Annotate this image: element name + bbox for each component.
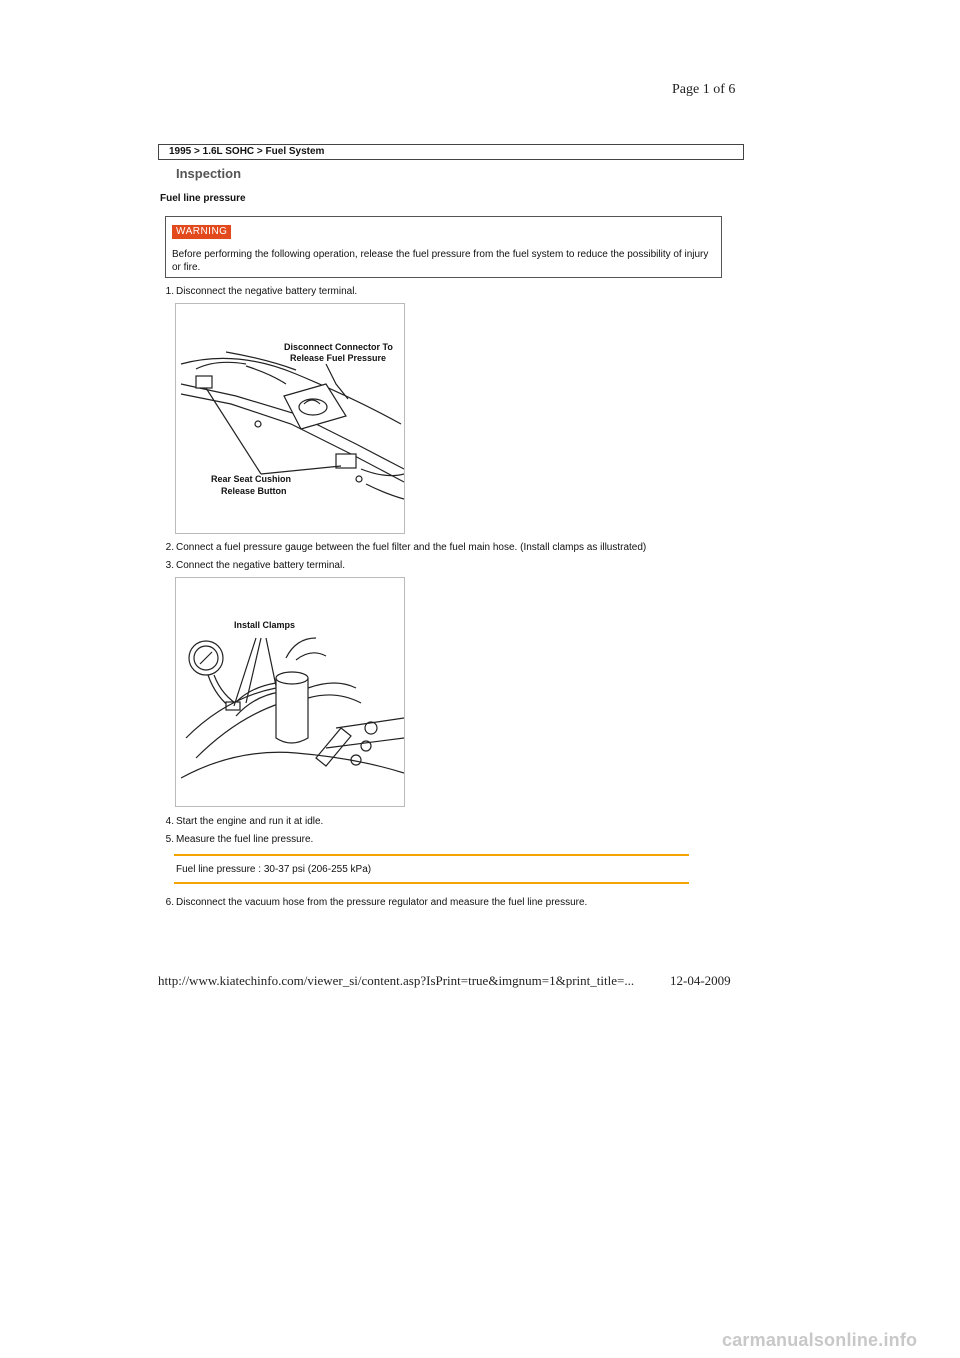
footer-date: 12-04-2009 [670,973,731,988]
spec-text: Fuel line pressure : 30-37 psi (206-255 kPa) [176,864,372,875]
warning-text: Before performing the following operation, release the fuel pressure from the fuel system to reduce the possibility of injury or fire. [172,249,709,273]
figure-connector [175,303,405,534]
step-text: Start the engine and run it at idle. [176,816,324,827]
watermark: carmanualsonline.info [722,1330,918,1350]
figure-connector-label-top-2: Release Fuel Pressure [290,353,387,363]
figure-gauge-drawing [176,578,404,806]
step-5 [160,833,313,846]
step-number: 1. [165,286,174,297]
step-text: Connect the negative battery terminal. [176,560,345,571]
step-number: 6. [165,897,174,908]
step-4 [160,815,323,828]
spec-rule-bottom [174,882,689,884]
spec-rule-top [174,854,689,856]
step-text: Disconnect the vacuum hose from the pressure regulator and measure the fuel line pressure. [176,897,588,908]
breadcrumb: 1995 > 1.6L SOHC > Fuel System [158,144,744,160]
warning-box [165,216,722,278]
warning-badge: WARNING [172,225,231,239]
step-number: 3. [165,560,174,571]
step-2 [160,541,646,554]
page-number: Page 1 of 6 [672,82,736,97]
step-text: Disconnect the negative battery terminal. [176,286,358,297]
figure-connector-label-top-1: Disconnect Connector To [284,342,393,352]
step-number: 5. [165,834,174,845]
figure-gauge-label: Install Clamps [234,620,296,630]
step-6 [160,896,587,909]
sub-title: Fuel line pressure [160,193,246,204]
step-1 [160,285,357,298]
step-number: 2. [165,542,174,553]
figure-connector-label-bottom-1: Rear Seat Cushion [211,474,292,484]
section-title: Inspection [176,166,242,181]
step-text: Connect a fuel pressure gauge between the fuel filter and the fuel main hose. (Install clamps as illustrated) [176,542,647,553]
footer-url: http://www.kiatechinfo.com/viewer_si/content.asp?IsPrint=true&imgnum=1&print_title=... [158,973,635,988]
figure-connector-label-bottom-2: Release Button [221,486,287,496]
step-number: 4. [165,816,174,827]
figure-gauge [175,577,405,807]
step-3 [160,559,345,572]
figure-connector-drawing [176,304,404,533]
step-text: Measure the fuel line pressure. [176,834,314,845]
